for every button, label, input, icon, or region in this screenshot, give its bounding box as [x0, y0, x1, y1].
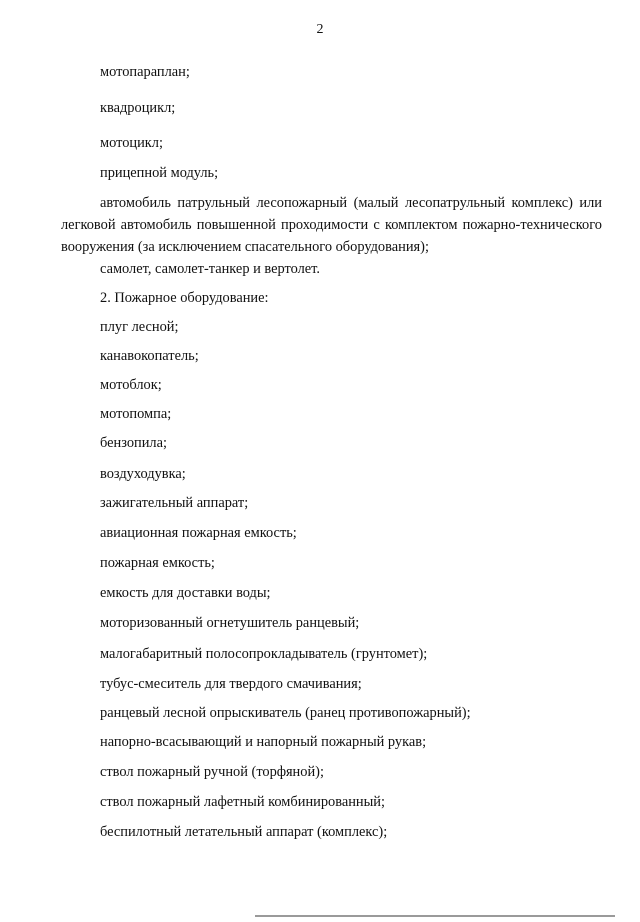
list-item: мотоцикл;: [100, 135, 163, 151]
list-item: самолет, самолет-танкер и вертолет.: [100, 261, 320, 277]
page-number: 2: [316, 22, 324, 37]
section-heading: 2. Пожарное оборудование:: [100, 290, 269, 306]
scan-edge-line: [255, 915, 615, 917]
equipment-item: малогабаритный полосопрокладыватель (грунтомет);: [100, 646, 428, 662]
equipment-item: беспилотный летательный аппарат (комплекс);: [100, 824, 388, 840]
equipment-item: мотопомпа;: [100, 406, 172, 422]
vehicle-paragraph: автомобиль патрульный лесопожарный (малый лесопатрульный комплекс) или легковой автомобиль повышенной проходимости с комплектом пожарно-технического вооружения (за исключением спасательного оборудования);: [61, 195, 602, 255]
list-item: мотопараплан;: [100, 64, 190, 80]
equipment-item: ствол пожарный лафетный комбинированный;: [100, 794, 385, 810]
equipment-item: ранцевый лесной опрыскиватель (ранец противопожарный);: [100, 705, 471, 721]
equipment-item: тубус-смеситель для твердого смачивания;: [100, 676, 362, 692]
equipment-item: бензопила;: [100, 435, 167, 451]
list-item: прицепной модуль;: [100, 165, 219, 181]
equipment-item: авиационная пожарная емкость;: [100, 525, 297, 541]
equipment-item: моторизованный огнетушитель ранцевый;: [100, 615, 360, 631]
equipment-item: мотоблок;: [100, 377, 162, 393]
equipment-item: плуг лесной;: [100, 319, 179, 335]
list-item: квадроцикл;: [100, 100, 176, 116]
equipment-item: канавокопатель;: [100, 348, 199, 364]
equipment-item: напорно-всасывающий и напорный пожарный рукав;: [100, 734, 427, 750]
equipment-item: зажигательный аппарат;: [100, 495, 249, 511]
equipment-item: воздуходувка;: [100, 466, 186, 482]
equipment-item: ствол пожарный ручной (торфяной);: [100, 764, 324, 780]
equipment-item: пожарная емкость;: [100, 555, 215, 571]
equipment-item: емкость для доставки воды;: [100, 585, 271, 601]
